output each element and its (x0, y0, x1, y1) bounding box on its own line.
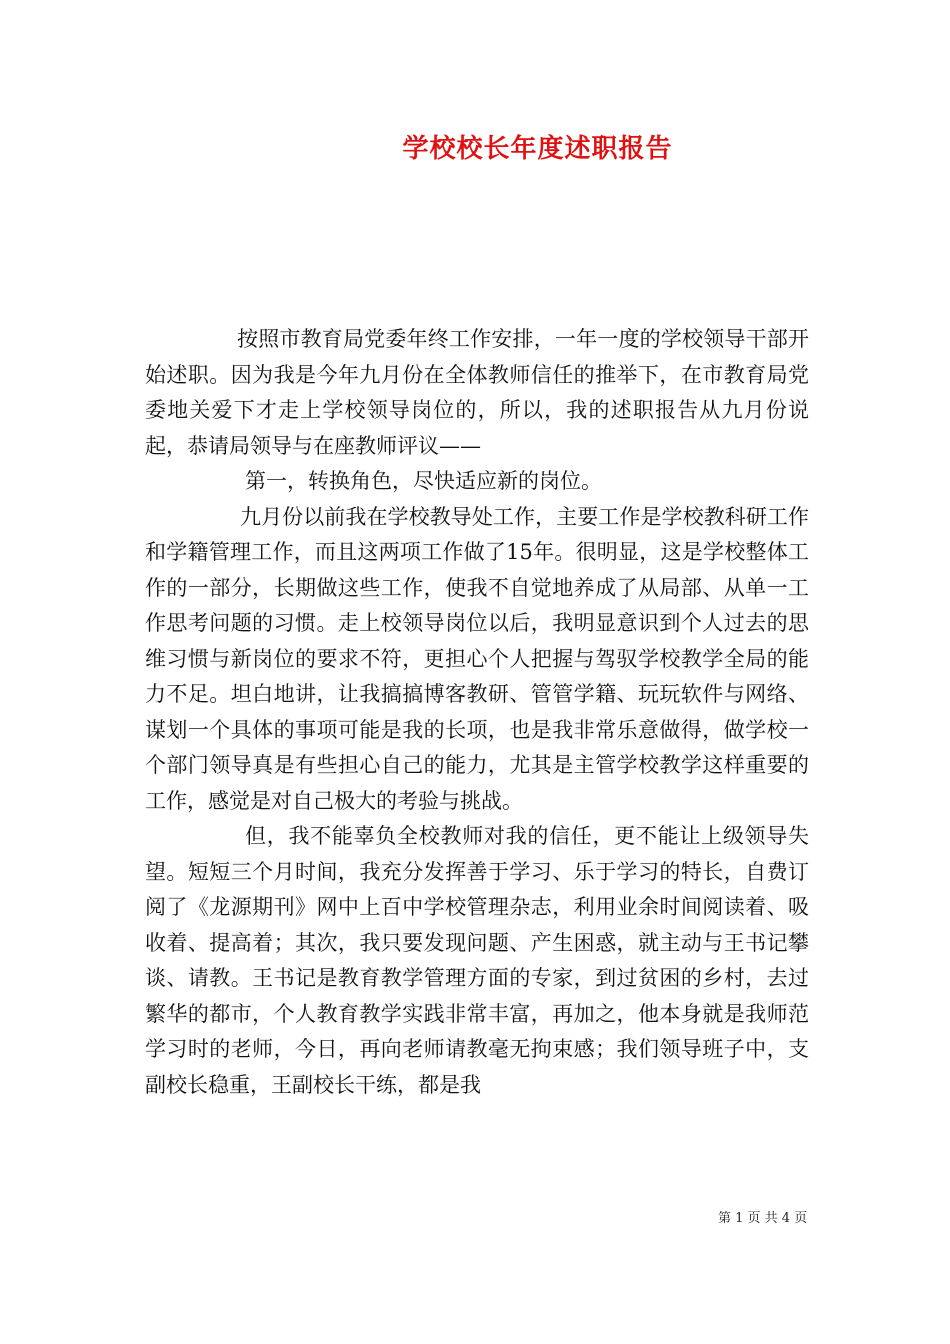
paragraph-intro: 按照市教育局党委年终工作安排，一年一度的学校领导干部开始述职。因为我是今年九月份在全体教师信任的推举下，在市教育局党委地关爱下才走上学校领导岗位的，所以，我的述职报告从九月份说起，恭请局领导与在座教师评议—— (145, 327, 809, 458)
document-body (145, 322, 809, 1103)
paragraph-learning: 但，我不能辜负全校教师对我的信任，更不能让上级领导失望。短短三个月时间，我充分发挥善于学习、乐于学习的特长，自费订阅了《龙源期刊》网中上百中学校管理杂志，利用业余时间阅读着、吸收着、提高着；其次，我只要发现问题、产生困惑，就主动与王书记攀谈、请教。王书记是教育教学管理方面的专家，到过贫困的乡村，去过繁华的都市，个人教育教学实践非常丰富，再加之，他本身就是我师范学习时的老师，今日，再向老师请教毫无拘束感；我们领导班子中，支副校长稳重，王副校长干练，都是我 (145, 824, 809, 1097)
page-number-footer: 第 1 页 共 4 页 (718, 1211, 808, 1226)
paragraph-background: 九月份以前我在学校教导处工作，主要工作是学校教科研工作和学籍管理工作，而且这两项工作做了15年。很明显，这是学校整体工作的一部分，长期做这些工作，使我不自觉地养成了从局部、从单一工作思考问题的习惯。走上校领导岗位以后，我明显意识到个人过去的思维习惯与新岗位的要求不符，更担心个人把握与驾驭学校教学全局的能力不足。坦白地讲，让我搞搞博客教研、管管学籍、玩玩软件与网络、谋划一个具体的事项可能是我的长项，也是我非常乐意做得，做学校一个部门领导真是有些担心自己的能力，尤其是主管学校教学这样重要的工作，感觉是对自己极大的考验与挑战。 (145, 504, 809, 813)
document-title: 学校校长年度述职报告 (402, 134, 673, 164)
paragraph-section-heading: 第一，转换角色，尽快适应新的岗位。 (245, 469, 602, 493)
